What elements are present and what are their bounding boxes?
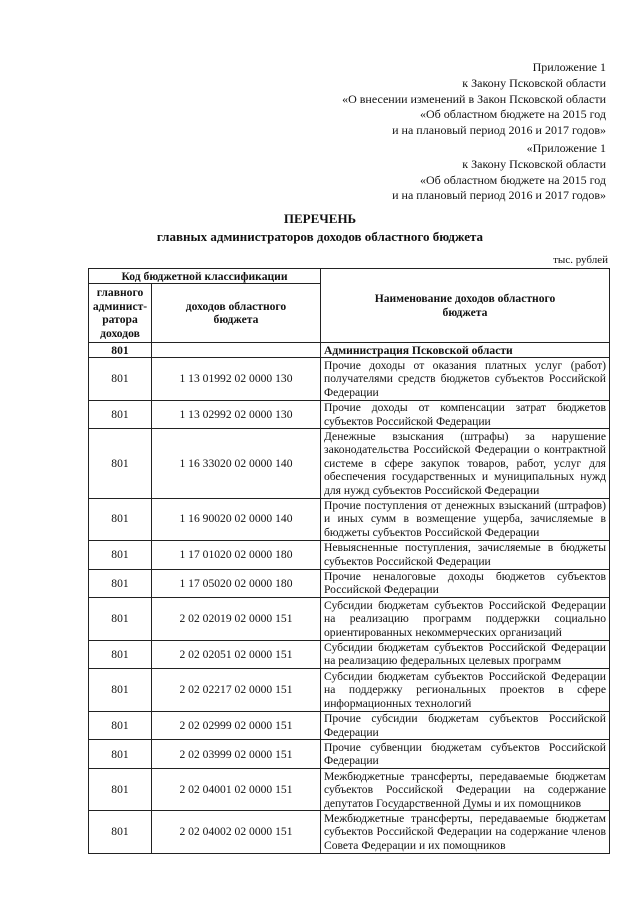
table-row — [89, 598, 610, 640]
admin-code: 801 — [89, 540, 152, 569]
admin-code: 801 — [89, 569, 152, 598]
revenue-name: Прочие доходы от компенсации затрат бюджетов субъектов Российской Федерации — [321, 400, 610, 429]
revenue-name: Денежные взыскания (штрафы) за нарушение законодательства Российской Федерации о контрактной системе в сфере закупок товаров, работ, услуг для обеспечения государственных и муниципальных нужд для нужд субъектов Российской Федерации — [321, 429, 610, 498]
admin-code: 801 — [89, 598, 152, 640]
table-row — [89, 769, 610, 811]
admin-code: 801 — [89, 769, 152, 811]
budget-code: 2 02 04001 02 0000 151 — [152, 769, 321, 811]
appendix-line: Приложение 1 — [532, 60, 606, 74]
budget-code: 1 13 02992 02 0000 130 — [152, 400, 321, 429]
table-row — [89, 358, 610, 400]
section-row — [89, 343, 610, 358]
document-subtitle: главных администраторов доходов областного бюджета — [156, 229, 484, 244]
admin-code: 801 — [89, 740, 152, 769]
header-admin: главного админист-ратора доходов — [89, 284, 152, 343]
admin-code: 801 — [89, 400, 152, 429]
revenue-name: Субсидии бюджетам субъектов Российской Федерации на реализацию федеральных целевых программ — [321, 640, 610, 669]
revenue-administrators-table — [88, 268, 610, 854]
budget-code: 1 16 90020 02 0000 140 — [152, 498, 321, 540]
document-title: ПЕРЕЧЕНЬ — [283, 211, 357, 226]
revenue-name: Межбюджетные трансферты, передаваемые бюджетам субъектов Российской Федерации на содержание членов Совета Федерации и их помощников — [321, 811, 610, 853]
budget-code: 2 02 02019 02 0000 151 — [152, 598, 321, 640]
revenue-name: Прочие субсидии бюджетам субъектов Российской Федерации — [321, 711, 610, 740]
budget-code: 1 16 33020 02 0000 140 — [152, 429, 321, 498]
admin-code: 801 — [89, 711, 152, 740]
budget-code: 2 02 04002 02 0000 151 — [152, 811, 321, 853]
revenue-name: Субсидии бюджетам субъектов Российской Федерации на поддержку региональных проектов в сфере информационных технологий — [321, 669, 610, 711]
table-row — [89, 640, 610, 669]
budget-code: 2 02 02217 02 0000 151 — [152, 669, 321, 711]
table-row — [89, 811, 610, 853]
section-name: Администрация Псковской области — [321, 343, 610, 358]
appendix-header-new — [342, 60, 606, 139]
revenue-name: Прочие неналоговые доходы бюджетов субъектов Российской Федерации — [321, 569, 610, 598]
header-code: доходов областного бюджета — [152, 284, 321, 343]
table-row — [89, 498, 610, 540]
appendix-line: и на плановый период 2016 и 2017 годов» — [392, 188, 606, 203]
appendix-line: и на плановый период 2016 и 2017 годов» — [392, 123, 606, 138]
appendix-line: «О внесении изменений в Закон Псковской области — [342, 91, 606, 106]
table-row — [89, 400, 610, 429]
budget-code: 2 02 02999 02 0000 151 — [152, 711, 321, 740]
appendix-line: «Приложение 1 — [526, 141, 606, 155]
header-name: Наименование доходов областного бюджета — [321, 269, 610, 343]
budget-code: 1 13 01992 02 0000 130 — [152, 358, 321, 400]
units-label: тыс. рублей — [553, 254, 608, 266]
revenue-name: Прочие доходы от оказания платных услуг (работ) получателями средств бюджетов субъектов Российской Федерации — [321, 358, 610, 400]
appendix-line: «Об областном бюджете на 2015 год — [420, 107, 606, 122]
table-row — [89, 569, 610, 598]
admin-code: 801 — [89, 669, 152, 711]
appendix-line: «Об областном бюджете на 2015 год — [420, 172, 606, 187]
revenue-name: Межбюджетные трансферты, передаваемые бюджетам субъектов Российской Федерации на содержание депутатов Государственной Думы и их помощников — [321, 769, 610, 811]
table-row — [89, 669, 610, 711]
table-row — [89, 429, 610, 498]
appendix-header-old — [392, 141, 606, 204]
section-code-empty — [152, 343, 321, 358]
budget-code: 1 17 01020 02 0000 180 — [152, 540, 321, 569]
header-group: Код бюджетной классификации — [89, 269, 321, 284]
revenue-name: Невыясненные поступления, зачисляемые в бюджеты субъектов Российской Федерации — [321, 540, 610, 569]
appendix-line: к Закону Псковской области — [462, 156, 606, 171]
admin-code: 801 — [89, 358, 152, 400]
admin-code: 801 — [89, 640, 152, 669]
section-admin: 801 — [89, 343, 152, 358]
revenue-name: Прочие субвенции бюджетам субъектов Российской Федерации — [321, 740, 610, 769]
budget-code: 1 17 05020 02 0000 180 — [152, 569, 321, 598]
table-row — [89, 711, 610, 740]
revenue-name: Субсидии бюджетам субъектов Российской Федерации на реализацию программ поддержки социально ориентированных некоммерческих организаций — [321, 598, 610, 640]
budget-code: 2 02 02051 02 0000 151 — [152, 640, 321, 669]
admin-code: 801 — [89, 498, 152, 540]
table-row — [89, 740, 610, 769]
appendix-line: к Закону Псковской области — [462, 75, 606, 90]
revenue-name: Прочие поступления от денежных взысканий (штрафов) и иных сумм в возмещение ущерба, зачисляемые в бюджеты субъектов Российской Федерации — [321, 498, 610, 540]
table-row — [89, 540, 610, 569]
admin-code: 801 — [89, 429, 152, 498]
budget-code: 2 02 03999 02 0000 151 — [152, 740, 321, 769]
admin-code: 801 — [89, 811, 152, 853]
